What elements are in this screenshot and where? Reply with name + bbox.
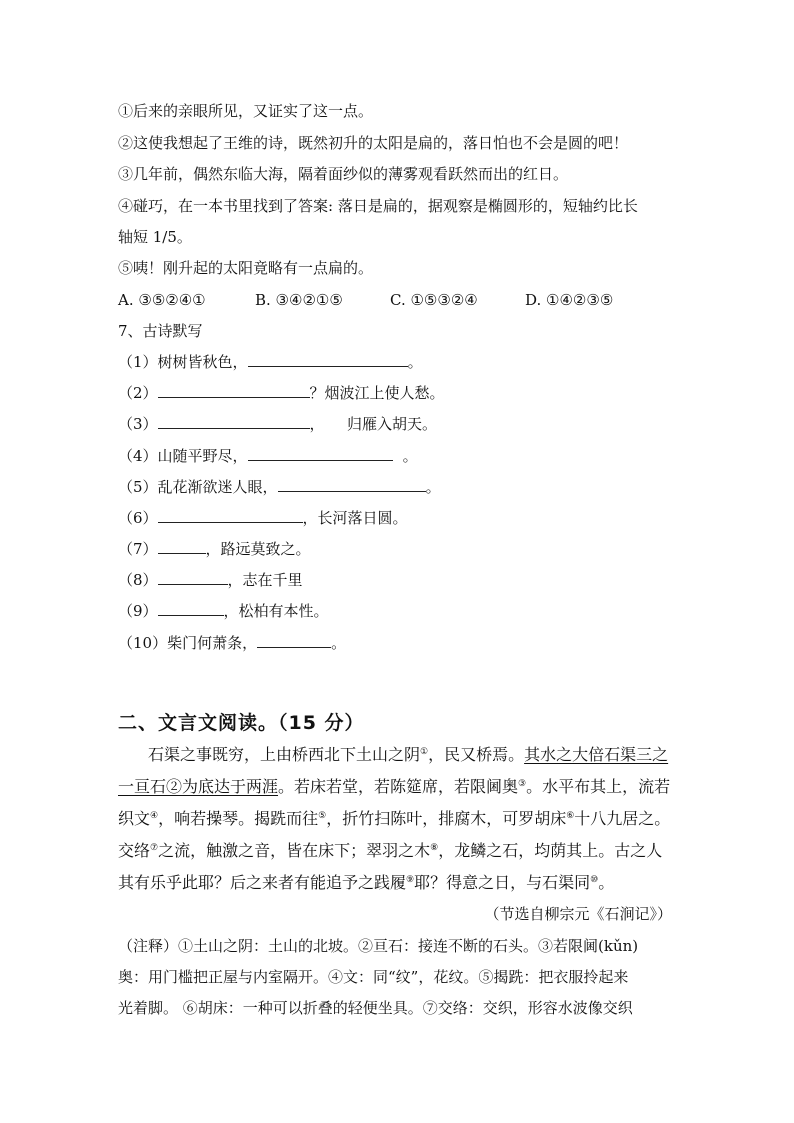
- item-number: （6）: [118, 509, 158, 527]
- sentence-4-cont: 轴短 1/5。: [118, 228, 192, 246]
- footnote-mark: ⑧: [430, 843, 439, 853]
- footnote-mark: ⑨: [406, 875, 415, 885]
- option-c: C. ①⑤③②④: [390, 291, 478, 309]
- passage-text: 交络: [118, 841, 151, 860]
- q7-item: [118, 352, 423, 372]
- item-number: （5）: [118, 478, 158, 496]
- footnote-mark: ⑤: [318, 811, 327, 821]
- passage-text: 。若床若堂，若陈筵席，若限阃奥: [278, 777, 519, 796]
- passage-text: ，响若操琴。揭跣而往: [158, 809, 319, 828]
- q7-item: [118, 508, 408, 528]
- passage-text: ，折竹扫陈叶，排腐木，可罗胡床: [326, 809, 567, 828]
- footnote-mark: ⑦: [150, 843, 159, 853]
- q7-title: 7、古诗默写: [118, 322, 203, 340]
- passage-text: 其有乐乎此耶？后之来者有能追予之践履: [118, 873, 407, 892]
- answer-blank[interactable]: [158, 601, 224, 616]
- option-d: D. ①④②③⑤: [525, 291, 614, 309]
- passage-line: [118, 872, 614, 894]
- footnote-mark: ④: [150, 811, 159, 821]
- answer-blank[interactable]: [158, 570, 228, 585]
- q7-item: [118, 570, 303, 590]
- item-text-after: ，志在千里: [227, 571, 303, 589]
- answer-blank[interactable]: [278, 477, 426, 492]
- passage-line: [118, 776, 670, 798]
- item-number: （8）: [118, 571, 158, 589]
- item-text-before: 山随平野尽，: [157, 447, 248, 465]
- footnote-mark: ⑥: [566, 811, 575, 821]
- item-number: （3）: [118, 415, 158, 433]
- q7-item: [118, 383, 445, 403]
- item-number: （10）: [118, 634, 168, 652]
- q7-item: [118, 601, 329, 621]
- q7-item: [118, 414, 437, 434]
- q7-item: [118, 539, 311, 559]
- passage-line: [118, 840, 662, 862]
- annotation-line: 奥：用门槛把正屋与内室隔开。④文：同“纹”，花纹。⑤揭跣：把衣服拎起来: [118, 968, 629, 986]
- footnote-mark: ③: [518, 779, 527, 789]
- annotation-line: （注释）①土山之阴：土山的北坡。②亘石：接连不断的石头。③若限阃(kǔn): [118, 937, 639, 955]
- answer-blank[interactable]: [248, 446, 393, 461]
- sentence-1: ①后来的亲眼所见，又证实了这一点。: [118, 102, 374, 120]
- option-a: A. ③⑤②④①: [118, 291, 206, 309]
- footnote-mark: ⑩: [590, 875, 599, 885]
- passage-text: 耶？得意之日，与石渠同: [414, 873, 591, 892]
- item-number: （9）: [118, 602, 158, 620]
- item-text-after: 。: [331, 634, 347, 652]
- item-text-before: 树树皆秋色，: [157, 353, 248, 371]
- item-number: （7）: [118, 540, 158, 558]
- sentence-2: ②这使我想起了王维的诗，既然初升的太阳是扁的，落日怕也不会是圆的吧！: [118, 134, 629, 152]
- option-b: B. ③④②①⑤: [255, 291, 343, 309]
- item-text-after: 。: [407, 353, 423, 371]
- answer-blank[interactable]: [158, 414, 310, 429]
- q7-item: [118, 477, 441, 497]
- passage-line: [148, 744, 668, 766]
- item-text-after: ？烟波江上使人愁。: [309, 384, 445, 402]
- passage-text: 石渠之事既穷，上由桥西北下土山之阴: [148, 745, 421, 764]
- annotation-line: 光着脚。 ⑥胡床：一种可以折叠的轻便坐具。⑦交络：交织，形容水波像交织: [118, 999, 633, 1017]
- underlined-text: 一亘石②为底达于两涯: [118, 777, 279, 796]
- item-text-before: 柴门何萧条，: [167, 634, 258, 652]
- item-text-before: 乱花渐欲迷人眼，: [157, 478, 278, 496]
- passage-text: 织文: [118, 809, 151, 828]
- item-number: （1）: [118, 353, 158, 371]
- item-text-after: ， 归雁入胡天。: [309, 415, 438, 433]
- item-text-after: ，长河落日圆。: [302, 509, 408, 527]
- item-text-after: 。: [402, 447, 418, 465]
- item-text-after: ，路远莫致之。: [205, 540, 311, 558]
- sentence-3: ③几年前，偶然东临大海，隔着面纱似的薄雾观看跃然而出的红日。: [118, 165, 569, 183]
- passage-text: ，民又桥焉。: [428, 745, 525, 764]
- item-text-after: ，松柏有本性。: [223, 602, 329, 620]
- q7-item: [118, 446, 418, 466]
- sentence-4: ④碰巧，在一本书里找到了答案: 落日是扁的，据观察是椭圆形的，短轴约比长: [118, 197, 638, 215]
- passage-text: 。: [598, 873, 615, 892]
- passage-line: [118, 808, 670, 830]
- passage-text: 十八九居之。: [574, 809, 671, 828]
- item-text-after: 。: [425, 478, 441, 496]
- underlined-text: 其水之大倍石渠三之: [524, 745, 669, 764]
- sentence-5: ⑤咦！刚升起的太阳竟略有一点扁的。: [118, 259, 374, 277]
- passage-text: 之流，触激之音，皆在床下；翠羽之木: [158, 841, 431, 860]
- source-citation: （节选自柳宗元《石涧记》）: [484, 905, 672, 923]
- section-heading: 二、文言文阅读。（15 分）: [118, 712, 365, 734]
- footnote-mark: ①: [420, 747, 429, 757]
- passage-text: 。水平布其上，流若: [526, 777, 671, 796]
- answer-blank[interactable]: [158, 383, 310, 398]
- answer-blank[interactable]: [257, 633, 331, 648]
- item-number: （2）: [118, 384, 158, 402]
- passage-text: ，龙鳞之石，均荫其上。古之人: [438, 841, 663, 860]
- answer-blank[interactable]: [158, 508, 303, 523]
- q7-item: [118, 633, 346, 653]
- item-number: （4）: [118, 447, 158, 465]
- answer-blank[interactable]: [158, 539, 206, 554]
- answer-blank[interactable]: [248, 352, 408, 367]
